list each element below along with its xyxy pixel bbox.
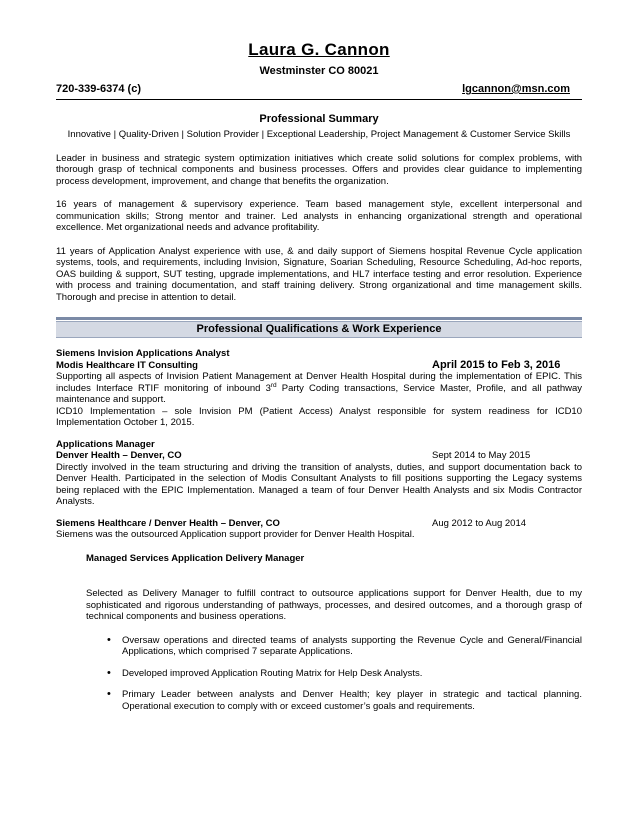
job-2-description: Directly involved in the team structuring and driving the transition of analysts, duties, and support documentation back to Denver Health. Participated in the selection of Modis Consultant Analysts to fill positions supporting the Legacy systems being replaced with the EPIC Implementation. Managed a team of four Denver Health Analysts and six Modis Contractor Analysts.	[56, 461, 582, 507]
job-2-dates: Sept 2014 to May 2015	[432, 450, 531, 461]
experience-heading: Professional Qualifications & Work Experience	[56, 321, 582, 338]
bullet-text: Oversaw operations and directed teams of analysts supporting the Revenue Cycle and General/Financial Applications, which comprised 7 separate Applications.	[122, 634, 582, 657]
job-3-bullet-list	[86, 635, 582, 713]
list-item	[86, 635, 582, 658]
resume-page	[56, 40, 582, 722]
list-item	[86, 689, 582, 712]
bullet-text: Developed improved Application Routing Matrix for Help Desk Analysts.	[122, 667, 423, 679]
candidate-name: Laura G. Cannon	[248, 40, 390, 59]
summary-paragraph-3: 11 years of Application Analyst experience with use, & and daily support of Siemens hospital Revenue Cycle application systems, tools, and requirements, including Invision, Signature, Soarian Scheduling, Resource Scheduling, Ad-hoc reports, OAS building & support, SUT testing, upgrade implementations, and HL7 interface testing and error resolution. Experience with process and training documentation, and staff training delivery. Strong organizational and time management skills. Thorough and precise in attention to detail.	[56, 245, 582, 303]
summary-paragraph-2: 16 years of management & supervisory experience. Team based management style, excellent interpersonal and communication skills; Strong mentor and trainer. Led analysts in enhancing organizational strength and operational excellence. Met organizational needs and advance profitability.	[56, 199, 582, 233]
job-1-dates: April 2015 to Feb 3, 2016	[432, 358, 561, 371]
contact-line	[56, 82, 582, 100]
experience-section-band	[56, 317, 582, 338]
job-3-company-row	[56, 518, 582, 530]
band-rule	[56, 317, 582, 320]
list-item	[86, 668, 582, 680]
job-1-description-2: ICD10 Implementation – sole Invision PM (Patient Access) Analyst responsible for system readiness for ICD10 Implementation October 1, 2015.	[56, 405, 582, 428]
job-2-company-row	[56, 450, 582, 462]
job-2-company: Denver Health – Denver, CO	[56, 450, 182, 461]
job-1-desc-superscript: rd	[270, 381, 277, 389]
email-link[interactable]: lgcannon@msn.com	[462, 83, 570, 95]
job-1-company-row	[56, 360, 582, 372]
summary-heading: Professional Summary	[259, 113, 379, 125]
job-1-title: Siemens Invision Applications Analyst	[56, 348, 230, 359]
address: Westminster CO 80021	[259, 65, 379, 77]
job-1-description-1	[56, 371, 582, 406]
job-3-company: Siemens Healthcare / Denver Health – Denver, CO	[56, 517, 280, 529]
job-1-desc-part-a: Supporting all aspects of Invision Patient Management at Denver Health Hospital during the implementation of EPIC. This includes Interface RTIF monitoring of inbound 3	[56, 371, 582, 394]
job-1-desc-part-b: Party Coding transactions, Service Master, Profile, and all pathway maintenance and support.	[56, 382, 582, 405]
bullet-icon: •	[107, 666, 111, 679]
job-3-role-description: Selected as Delivery Manager to fulfill contract to outsource applications support for Denver Health, due to my sophisticated and rigorous understanding of pathways, processes, and desired outcomes, and a thorough grasp of technical components and business operations.	[86, 588, 582, 622]
phone-number: 720-339-6374 (c)	[56, 83, 142, 95]
bullet-icon: •	[107, 688, 111, 700]
job-3-dates: Aug 2012 to Aug 2014	[432, 517, 527, 529]
job-3-role-title: Managed Services Application Delivery Manager	[86, 552, 305, 564]
job-1-company: Modis Healthcare IT Consulting	[56, 359, 198, 371]
summary-keywords: Innovative | Quality-Driven | Solution Provider | Exceptional Leadership, Project Management & Customer Service Skills	[67, 129, 571, 140]
job-2-title: Applications Manager	[56, 438, 155, 450]
bullet-icon: •	[107, 633, 111, 646]
job-3-role-block	[56, 553, 582, 713]
job-3-description: Siemens was the outsourced Application support provider for Denver Health Hospital.	[56, 529, 415, 540]
bullet-text: Primary Leader between analysts and Denver Health; key player in strategic and tactical planning. Operational execution to comply with or exceed customer’s goals and requirements.	[122, 689, 582, 712]
summary-paragraph-1: Leader in business and strategic system optimization initiatives which create solid solutions for complex problems, with thorough grasp of technical components and business processes. Offers and provides clear guidance to implementing process development, improvement, and change that benefits the organization.	[56, 152, 582, 187]
